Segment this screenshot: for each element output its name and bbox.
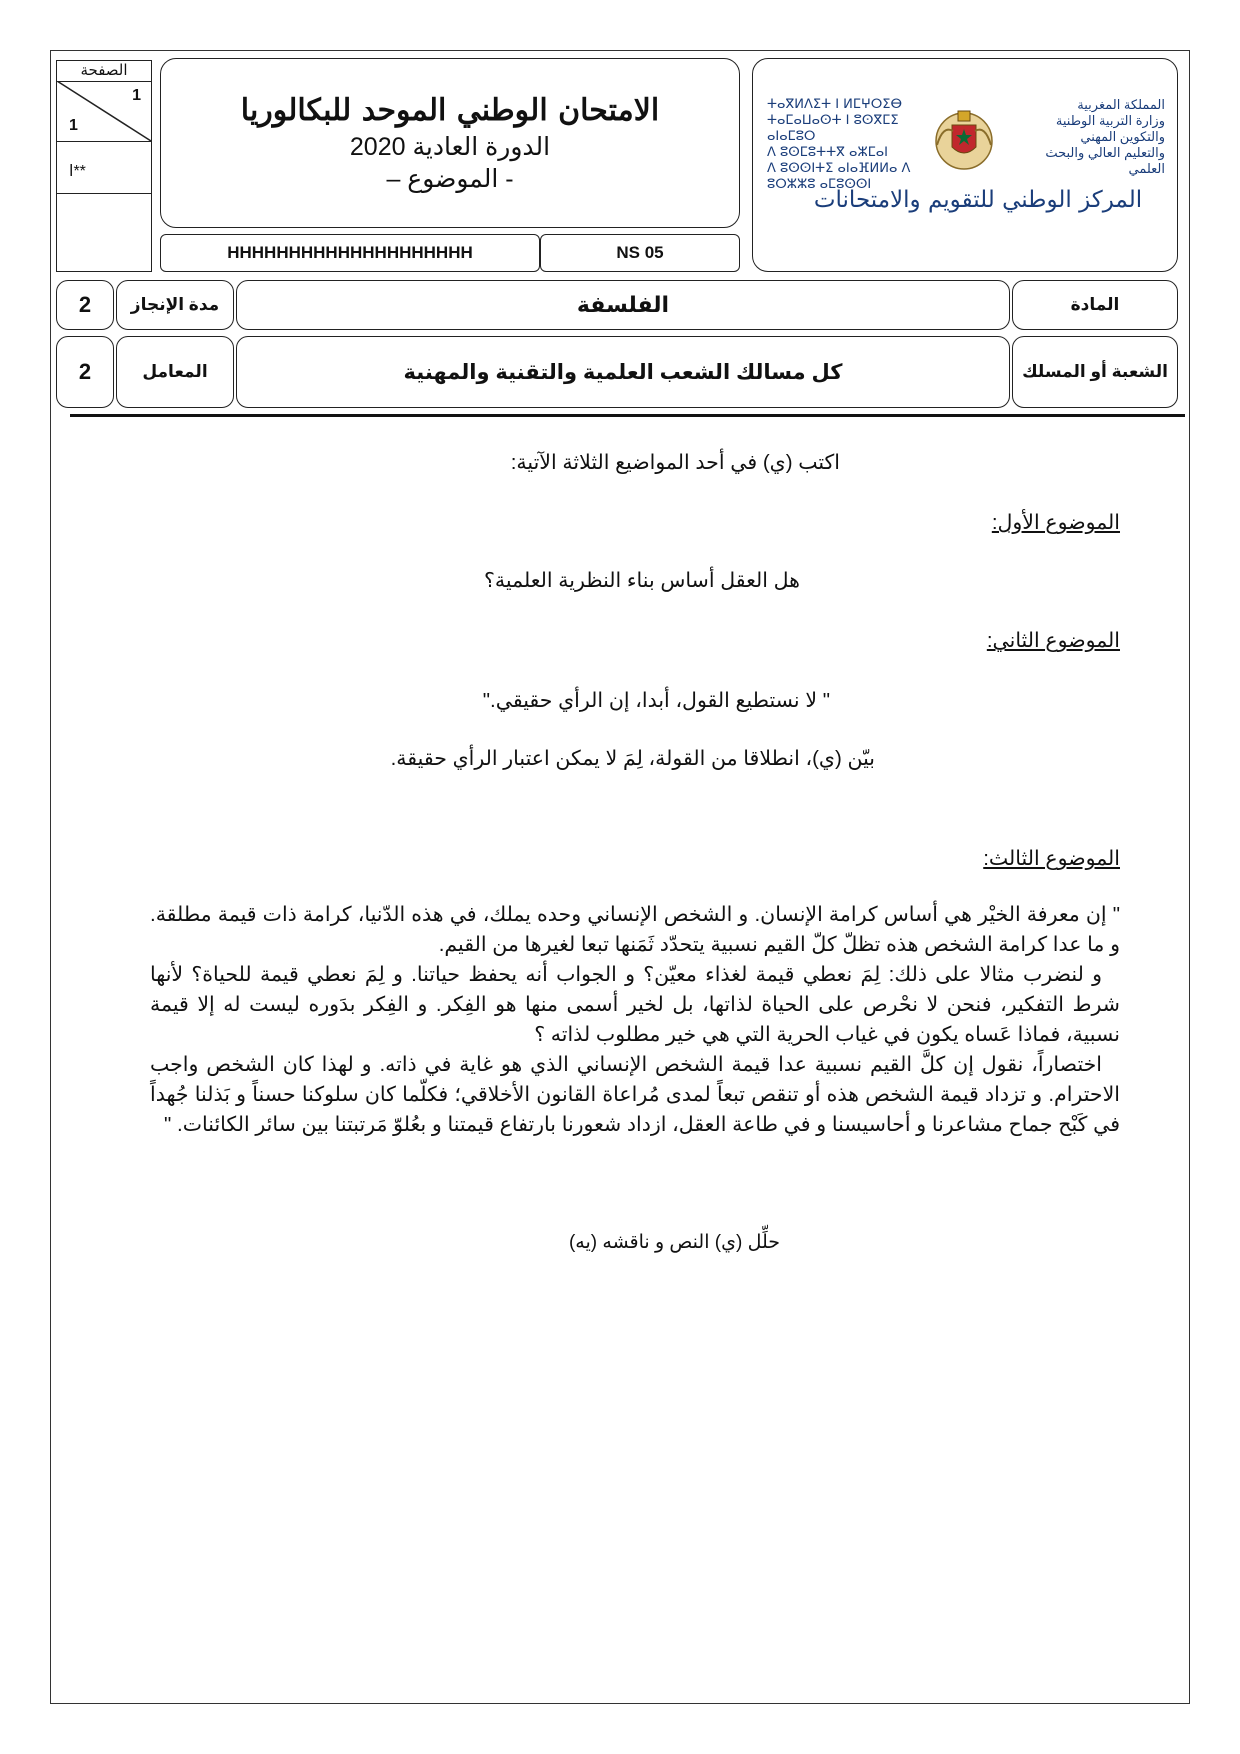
- page-total: 1: [69, 117, 78, 134]
- track-label: الشعبة أو المسلك: [1012, 336, 1178, 408]
- track-value: كل مسالك الشعب العلمية والتقنية والمهنية: [236, 336, 1010, 408]
- topic3-paragraph: " إن معرفة الخيْر هي أساس كرامة الإنسان. و الشخص الإنساني وحده يملك، في هذه الدّنيا، كرامة ذات قيمة مطلقة. و ما عدا كرامة الشخص هذه تظلّ كلّ القيم نسبية يتحدّد ثَمَنها تبعا لغيرها من القيم.: [150, 903, 1120, 956]
- topic3-paragraph: اختصاراً، نقول إن كلَّ القيم نسبية عدا قيمة الشخص الإنساني الذي هو غاية في ذاته. و لهذا كان الشخص واجب الاحترام. و تزداد قيمة الشخص هذه أو تنقص تبعاً لمدى مُراعاة القانون الأخلاقي؛ فكلّما كان سلوكنا حسناً و بَذلنا جُهداً في كَبْح جماح مشاعرنا و أحاسيسنا و في طاعة العقل، ازداد شعورنا بارتفاع قيمتنا و بعُلوّ مَرتبتنا بين سائر الكائنات. ": [150, 1053, 1120, 1136]
- topic3-heading: الموضوع الثالث:: [983, 847, 1120, 870]
- coefficient-value: 2: [56, 336, 114, 408]
- topic2-quote: " لا نستطيع القول، أبدا، إن الرأي حقيقي.": [482, 689, 830, 712]
- coat-of-arms-icon: [933, 103, 995, 173]
- exam-subtitle: - الموضوع –: [386, 164, 514, 193]
- coefficient-label: المعامل: [116, 336, 234, 408]
- topic3-text: [150, 900, 1120, 1140]
- duration-label: مدة الإنجاز: [116, 280, 234, 330]
- topic2-task: بيّن (ي)، انطلاقا من القولة، لِمَ لا يمكن اعتبار الرأي حقيقة.: [390, 747, 875, 770]
- duration-value: 2: [56, 280, 114, 330]
- page-code: ا**: [69, 163, 86, 180]
- topic1-heading: الموضوع الأول:: [991, 511, 1120, 534]
- page-current: 1: [132, 87, 141, 104]
- topic1-question: هل العقل أساس بناء النظرية العلمية؟: [484, 569, 800, 592]
- topic3-paragraph: و لنضرب مثالا على ذلك: لِمَ نعطي قيمة لغذاء معيّن؟ و الجواب أنه يحفظ حياتنا. و لِمَ نعطي قيمة للحياة؟ لأنها شرط التفكير، فنحن لا نحْرص على الحياة لذاتها، بل لخير أسمى منها هو الفِكر. و الفِكر بدَوره ليست له إلا قيمة نسبية، فماذا عَساه يكون في غياب الحرية التي هي خير مطلوب لذاته ؟: [150, 963, 1120, 1046]
- page-number-box: [56, 60, 152, 272]
- institution-arabic: المملكة المغربية وزارة التربية الوطنية والتكوين المهني والتعليم العالي والبحث العلمي: [1045, 97, 1165, 176]
- subject-value: الفلسفة: [236, 280, 1010, 330]
- exam-code: NS 05: [540, 234, 740, 272]
- topic2-heading: الموضوع الثاني:: [986, 629, 1120, 652]
- code-bar: HHHHHHHHHHHHHHHHHHHH: [160, 234, 540, 272]
- national-center-name: المركز الوطني للتقويم والامتحانات: [813, 187, 1143, 213]
- institution-box: [752, 58, 1178, 272]
- exam-session: الدورة العادية 2020: [349, 132, 551, 161]
- subject-label: المادة: [1012, 280, 1178, 330]
- header-divider: [70, 414, 1185, 417]
- exam-title: الامتحان الوطني الموحد للبكالوريا: [240, 92, 660, 128]
- page-label: الصفحة: [57, 61, 151, 82]
- institution-tifinagh: ⵜⴰⴳⵍⴷⵉⵜ ⵏ ⵍⵎⵖⵔⵉⴱ ⵜⴰⵎⴰⵡⴰⵙⵜ ⵏ ⵓⵙⴳⵎⵉ ⴰⵏⴰⵎⵓⵔ ⴷ ⵓⵙⵎⵓⵜⵜⴳ ⴰⵣⵎⴰⵏ ⴷ ⵓⵙⵙⵏⵜⵉ ⴰⵏⴰⴼⵍⵍⴰ ⴷ ⵓⵔⵣⵣⵓ ⴰⵎⵓⵙⵙⵏ: [767, 97, 911, 192]
- topic3-task: حلِّل (ي) النص و ناقشه (يه): [568, 1232, 780, 1253]
- instruction: اكتب (ي) في أحد المواضيع الثلاثة الآتية:: [510, 451, 840, 474]
- exam-title-box: [160, 58, 740, 228]
